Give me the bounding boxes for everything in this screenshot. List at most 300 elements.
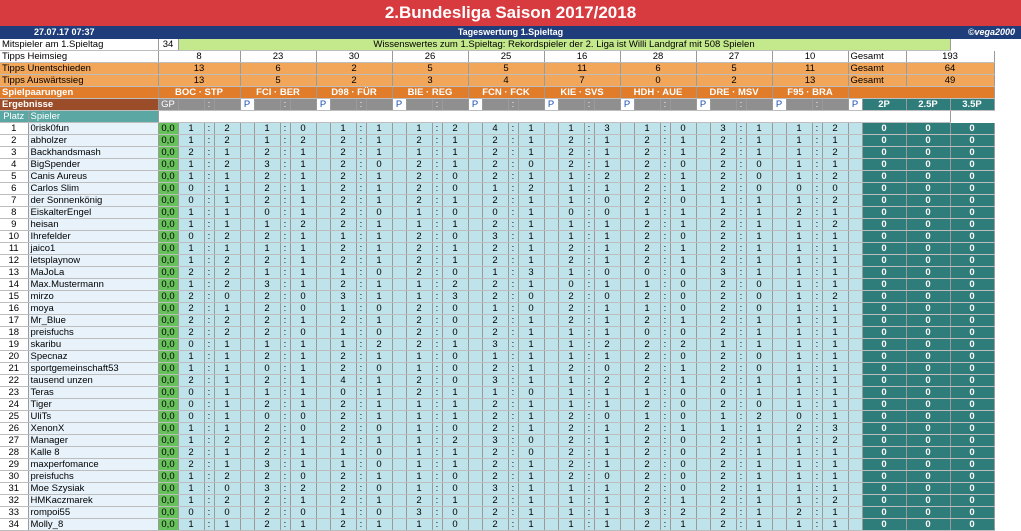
tipps-count: 25 xyxy=(468,51,544,63)
tip-away: 0 xyxy=(670,279,696,291)
points xyxy=(620,339,634,351)
brand: ©vega2000 xyxy=(967,27,1015,37)
tip-colon: : xyxy=(660,219,670,231)
tip-home: 2 xyxy=(406,195,432,207)
tip-away: 2 xyxy=(822,195,848,207)
tip-colon: : xyxy=(280,135,290,147)
tip-colon: : xyxy=(660,207,670,219)
points xyxy=(240,255,254,267)
tip-colon: : xyxy=(812,291,822,303)
tip-colon: : xyxy=(736,423,746,435)
rank: 25 xyxy=(0,411,28,423)
player-row xyxy=(0,447,994,459)
rank: 9 xyxy=(0,219,28,231)
score-value: 0 xyxy=(950,411,994,423)
tip-away: 2 xyxy=(594,171,620,183)
tip-away: 1 xyxy=(214,219,240,231)
rank: 5 xyxy=(0,171,28,183)
tip-away: 0 xyxy=(442,231,468,243)
tip-home: 1 xyxy=(330,327,356,339)
points xyxy=(544,219,558,231)
tip-colon: : xyxy=(584,447,594,459)
points xyxy=(240,375,254,387)
tip-home: 1 xyxy=(558,231,584,243)
tip-colon: : xyxy=(356,315,366,327)
tip-away: 0 xyxy=(594,195,620,207)
tip-colon: : xyxy=(280,255,290,267)
tip-home: 2 xyxy=(406,387,432,399)
tip-home: 1 xyxy=(178,435,204,447)
score-value: 0 xyxy=(862,447,906,459)
points xyxy=(392,471,406,483)
tip-away: 1 xyxy=(594,447,620,459)
tip-colon: : xyxy=(812,267,822,279)
tip-away: 0 xyxy=(442,507,468,519)
tip-away: 0 xyxy=(518,387,544,399)
tipps-count: 27 xyxy=(696,51,772,63)
points xyxy=(696,303,710,315)
tip-colon: : xyxy=(584,267,594,279)
points xyxy=(772,387,786,399)
tip-home: 2 xyxy=(406,315,432,327)
points xyxy=(620,171,634,183)
score-value: 0 xyxy=(862,195,906,207)
score-value: 0 xyxy=(950,315,994,327)
tip-home: 1 xyxy=(786,171,812,183)
tip-home: 0 xyxy=(634,327,660,339)
points xyxy=(392,411,406,423)
tip-away: 1 xyxy=(822,411,848,423)
player-name: maxperfomance xyxy=(28,459,158,471)
tip-away: 1 xyxy=(746,267,772,279)
tip-home: 1 xyxy=(786,147,812,159)
tip-home: 1 xyxy=(254,339,280,351)
tip-home: 2 xyxy=(406,303,432,315)
tip-home: 2 xyxy=(558,411,584,423)
tip-away: 1 xyxy=(594,459,620,471)
tip-home: 2 xyxy=(254,423,280,435)
points xyxy=(544,183,558,195)
points xyxy=(240,291,254,303)
tip-colon: : xyxy=(736,159,746,171)
tip-home: 0 xyxy=(178,231,204,243)
tip-away: 1 xyxy=(746,507,772,519)
points xyxy=(696,291,710,303)
points xyxy=(316,291,330,303)
points xyxy=(316,447,330,459)
tip-away: 1 xyxy=(746,435,772,447)
participants-label: Mitspieler am 1.Spieltag xyxy=(0,39,158,51)
points xyxy=(240,447,254,459)
player-row xyxy=(0,255,994,267)
points xyxy=(848,243,862,255)
tip-away: 1 xyxy=(746,243,772,255)
player-name: Mr_Blue xyxy=(28,315,158,327)
points xyxy=(772,459,786,471)
gp-value: 0,0 xyxy=(158,351,178,363)
points xyxy=(316,243,330,255)
tip-home: 2 xyxy=(558,459,584,471)
tip-away: 1 xyxy=(594,315,620,327)
tip-away: 2 xyxy=(214,435,240,447)
tip-away: 2 xyxy=(822,123,848,135)
tip-away: 0 xyxy=(442,375,468,387)
points xyxy=(392,459,406,471)
tip-away: 1 xyxy=(746,519,772,531)
gp-value: 0,0 xyxy=(158,267,178,279)
tip-home: 0 xyxy=(634,267,660,279)
points xyxy=(468,519,482,531)
gp-value: 0,0 xyxy=(158,159,178,171)
tip-away: 0 xyxy=(442,471,468,483)
tip-colon: : xyxy=(356,423,366,435)
tip-colon: : xyxy=(736,399,746,411)
points xyxy=(772,435,786,447)
points xyxy=(848,339,862,351)
tip-away: 1 xyxy=(746,339,772,351)
score-value: 0 xyxy=(950,387,994,399)
tip-away: 2 xyxy=(670,507,696,519)
tip-colon: : xyxy=(432,219,442,231)
tip-home: 1 xyxy=(406,279,432,291)
tip-away: 2 xyxy=(214,123,240,135)
points xyxy=(240,171,254,183)
rank: 32 xyxy=(0,495,28,507)
score-value: 0 xyxy=(950,291,994,303)
tip-away: 1 xyxy=(594,495,620,507)
tip-colon: : xyxy=(204,471,214,483)
match-pair: DRE · MSV xyxy=(696,87,772,99)
gp-value: 0,0 xyxy=(158,483,178,495)
tip-home: 2 xyxy=(406,171,432,183)
points xyxy=(392,219,406,231)
tip-home: 2 xyxy=(786,207,812,219)
tip-away: 0 xyxy=(746,303,772,315)
tip-colon: : xyxy=(508,231,518,243)
points xyxy=(544,291,558,303)
tip-home: 2 xyxy=(558,363,584,375)
tip-away: 1 xyxy=(518,423,544,435)
tip-colon: : xyxy=(356,375,366,387)
tip-home: 3 xyxy=(482,483,508,495)
tipps-count: 3 xyxy=(392,75,468,87)
tip-home: 1 xyxy=(634,387,660,399)
tip-colon: : xyxy=(204,219,214,231)
points xyxy=(392,447,406,459)
tipps-count: 13 xyxy=(158,63,240,75)
tip-home: 2 xyxy=(330,423,356,435)
tip-home: 1 xyxy=(634,303,660,315)
player-row xyxy=(0,291,994,303)
points xyxy=(392,267,406,279)
tip-colon: : xyxy=(356,183,366,195)
tip-colon: : xyxy=(204,207,214,219)
gp-header: GP xyxy=(158,99,178,111)
tip-away: 1 xyxy=(518,231,544,243)
player-name: heisan xyxy=(28,219,158,231)
points xyxy=(468,363,482,375)
tip-home: 1 xyxy=(178,471,204,483)
score-value: 0 xyxy=(906,399,950,411)
rank: 19 xyxy=(0,339,28,351)
gesamt-label: Gesamt xyxy=(848,75,906,87)
score-value: 0 xyxy=(906,471,950,483)
tip-home: 1 xyxy=(178,159,204,171)
tip-away: 1 xyxy=(594,135,620,147)
tip-colon: : xyxy=(812,147,822,159)
result-colon: : xyxy=(736,99,746,111)
tip-colon: : xyxy=(508,219,518,231)
points xyxy=(240,435,254,447)
points xyxy=(392,399,406,411)
points xyxy=(772,159,786,171)
points xyxy=(696,255,710,267)
tip-colon: : xyxy=(812,375,822,387)
score-value: 0 xyxy=(950,351,994,363)
points xyxy=(696,339,710,351)
points xyxy=(544,303,558,315)
tip-away: 1 xyxy=(822,243,848,255)
points xyxy=(468,255,482,267)
tip-colon: : xyxy=(356,231,366,243)
tip-colon: : xyxy=(660,171,670,183)
page-title: 2.Bundesliga Saison 2017/2018 xyxy=(0,0,1021,26)
tip-home: 1 xyxy=(786,315,812,327)
tip-colon: : xyxy=(508,519,518,531)
tip-away: 1 xyxy=(214,411,240,423)
tip-away: 0 xyxy=(442,171,468,183)
points xyxy=(240,519,254,531)
tip-away: 2 xyxy=(442,435,468,447)
tip-home: 1 xyxy=(178,495,204,507)
tip-home: 2 xyxy=(330,135,356,147)
points xyxy=(392,123,406,135)
tip-colon: : xyxy=(432,423,442,435)
tip-home: 1 xyxy=(558,507,584,519)
tip-away: 1 xyxy=(366,471,392,483)
tip-home: 1 xyxy=(482,351,508,363)
tip-colon: : xyxy=(204,399,214,411)
tipps-count: 5 xyxy=(696,63,772,75)
points xyxy=(240,315,254,327)
score-value: 0 xyxy=(950,171,994,183)
tip-away: 1 xyxy=(214,183,240,195)
player-row xyxy=(0,435,994,447)
points xyxy=(772,231,786,243)
tip-colon: : xyxy=(432,195,442,207)
points xyxy=(848,135,862,147)
tip-home: 2 xyxy=(710,519,736,531)
tip-home: 2 xyxy=(254,255,280,267)
points xyxy=(316,207,330,219)
points xyxy=(696,351,710,363)
points xyxy=(392,315,406,327)
tip-home: 2 xyxy=(178,459,204,471)
points xyxy=(772,495,786,507)
points xyxy=(620,423,634,435)
tip-colon: : xyxy=(432,447,442,459)
result-home xyxy=(330,99,356,111)
tipps-count: 13 xyxy=(158,75,240,87)
tip-home: 1 xyxy=(406,207,432,219)
tip-home: 2 xyxy=(482,195,508,207)
tip-home: 1 xyxy=(786,255,812,267)
player-row xyxy=(0,315,994,327)
tip-colon: : xyxy=(736,339,746,351)
tip-colon: : xyxy=(812,123,822,135)
rank: 13 xyxy=(0,267,28,279)
points xyxy=(848,447,862,459)
player-name: Specnaz xyxy=(28,351,158,363)
tip-home: 3 xyxy=(254,483,280,495)
p-header: P xyxy=(544,99,558,111)
points xyxy=(468,411,482,423)
tip-home: 2 xyxy=(178,291,204,303)
rank: 30 xyxy=(0,471,28,483)
tip-colon: : xyxy=(812,423,822,435)
tip-away: 1 xyxy=(442,387,468,399)
tip-home: 1 xyxy=(406,291,432,303)
tip-away: 1 xyxy=(518,483,544,495)
tip-colon: : xyxy=(356,387,366,399)
tip-home: 2 xyxy=(406,255,432,267)
tip-away: 1 xyxy=(290,519,316,531)
tip-colon: : xyxy=(584,291,594,303)
tip-colon: : xyxy=(204,183,214,195)
score-value: 0 xyxy=(862,243,906,255)
tip-away: 0 xyxy=(670,387,696,399)
tip-colon: : xyxy=(204,519,214,531)
score-value: 0 xyxy=(862,519,906,531)
tip-home: 1 xyxy=(558,339,584,351)
tip-home: 1 xyxy=(786,135,812,147)
tip-colon: : xyxy=(356,339,366,351)
tip-colon: : xyxy=(204,243,214,255)
points xyxy=(696,411,710,423)
tip-colon: : xyxy=(432,435,442,447)
points xyxy=(544,231,558,243)
tip-colon: : xyxy=(356,123,366,135)
points xyxy=(316,399,330,411)
points xyxy=(544,495,558,507)
points xyxy=(620,447,634,459)
points xyxy=(544,459,558,471)
tip-home: 2 xyxy=(710,471,736,483)
tip-away: 1 xyxy=(822,387,848,399)
tip-away: 0 xyxy=(670,447,696,459)
tip-colon: : xyxy=(356,351,366,363)
score-value: 0 xyxy=(906,207,950,219)
points xyxy=(392,375,406,387)
player-row xyxy=(0,147,994,159)
tip-away: 0 xyxy=(214,483,240,495)
match-pair: BOC · STP xyxy=(158,87,240,99)
tipps-count: 2 xyxy=(696,75,772,87)
score-value: 0 xyxy=(862,495,906,507)
tip-home: 2 xyxy=(178,267,204,279)
points xyxy=(392,147,406,159)
result-away xyxy=(670,99,696,111)
score-value: 0 xyxy=(906,171,950,183)
tip-home: 1 xyxy=(558,483,584,495)
tip-colon: : xyxy=(280,375,290,387)
tip-home: 2 xyxy=(558,255,584,267)
tip-away: 1 xyxy=(594,507,620,519)
points xyxy=(240,159,254,171)
tip-away: 1 xyxy=(518,375,544,387)
gesamt-value: 64 xyxy=(906,63,994,75)
points xyxy=(696,363,710,375)
tip-away: 1 xyxy=(822,375,848,387)
tip-colon: : xyxy=(812,471,822,483)
points xyxy=(620,255,634,267)
tip-colon: : xyxy=(280,195,290,207)
tip-colon: : xyxy=(204,303,214,315)
tip-away: 1 xyxy=(822,519,848,531)
tip-home: 1 xyxy=(710,411,736,423)
points xyxy=(392,231,406,243)
tip-colon: : xyxy=(356,363,366,375)
tip-away: 1 xyxy=(518,351,544,363)
score-value: 0 xyxy=(950,135,994,147)
tip-away: 1 xyxy=(214,243,240,255)
tip-colon: : xyxy=(812,351,822,363)
rank: 29 xyxy=(0,459,28,471)
tip-home: 0 xyxy=(178,183,204,195)
spacer xyxy=(158,111,950,123)
points xyxy=(696,135,710,147)
tip-away: 1 xyxy=(366,375,392,387)
tip-away: 1 xyxy=(670,255,696,267)
tip-colon: : xyxy=(584,483,594,495)
player-row xyxy=(0,399,994,411)
player-row xyxy=(0,483,994,495)
participants-count: 34 xyxy=(158,39,178,51)
tip-away: 0 xyxy=(366,159,392,171)
score-value: 0 xyxy=(950,255,994,267)
player-name: tausend unzen xyxy=(28,375,158,387)
tip-colon: : xyxy=(356,267,366,279)
tip-home: 1 xyxy=(710,195,736,207)
tip-home: 2 xyxy=(558,423,584,435)
tip-colon: : xyxy=(432,315,442,327)
score-header: 2P xyxy=(862,99,906,111)
tip-away: 1 xyxy=(746,147,772,159)
tip-away: 1 xyxy=(822,447,848,459)
tip-home: 2 xyxy=(634,483,660,495)
tip-away: 0 xyxy=(670,411,696,423)
tip-away: 1 xyxy=(594,279,620,291)
tip-away: 0 xyxy=(518,447,544,459)
points xyxy=(772,519,786,531)
tip-away: 1 xyxy=(290,387,316,399)
tip-colon: : xyxy=(736,171,746,183)
tip-away: 1 xyxy=(366,171,392,183)
score-value: 0 xyxy=(862,327,906,339)
player-name: mirzo xyxy=(28,291,158,303)
points xyxy=(392,255,406,267)
tip-colon: : xyxy=(432,471,442,483)
points xyxy=(620,243,634,255)
tip-colon: : xyxy=(812,435,822,447)
points xyxy=(392,519,406,531)
tip-away: 1 xyxy=(214,423,240,435)
points xyxy=(316,495,330,507)
tip-colon: : xyxy=(660,183,670,195)
player-name: moya xyxy=(28,303,158,315)
tip-home: 3 xyxy=(254,459,280,471)
gp-value: 0,0 xyxy=(158,135,178,147)
